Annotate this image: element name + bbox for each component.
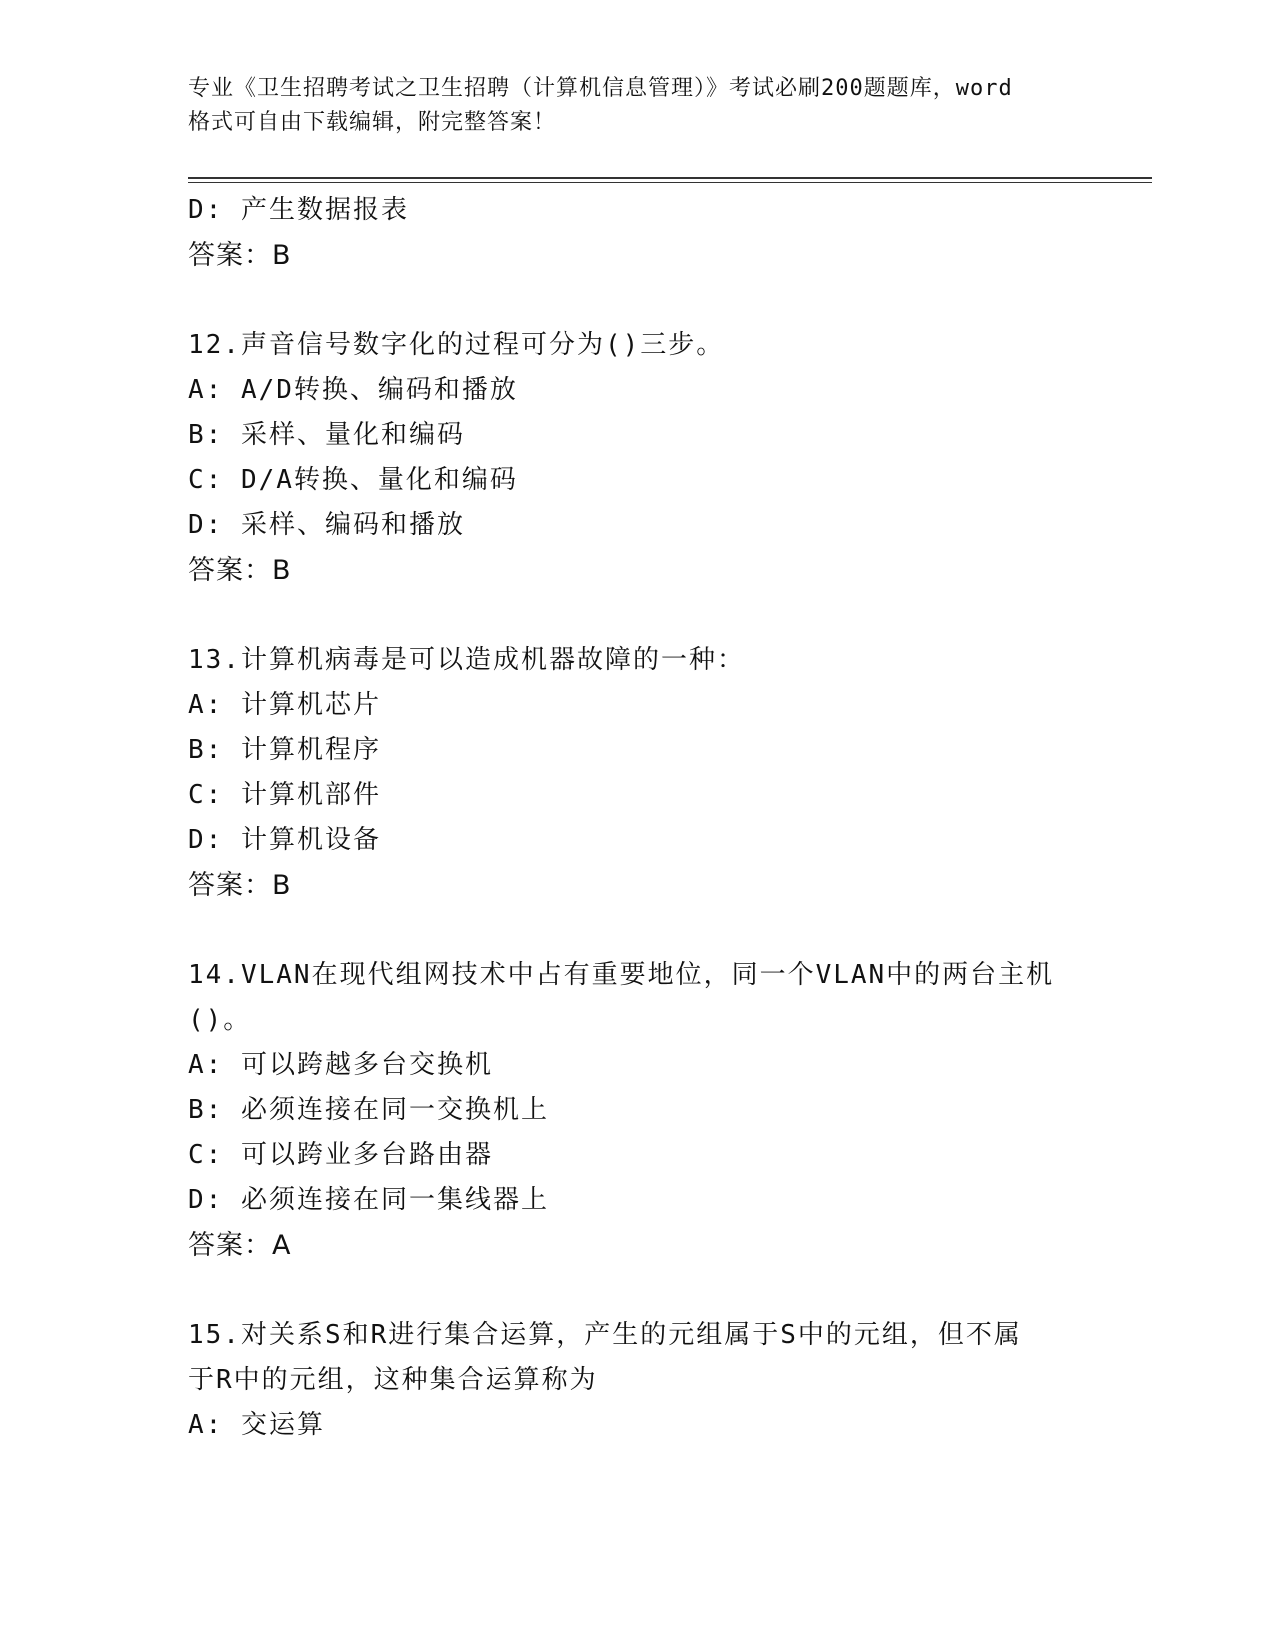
- option-d: D: 必须连接在同一集线器上: [188, 1185, 549, 1215]
- question-stem-continued: 于R中的元组，这种集合运算称为: [188, 1365, 598, 1395]
- option-a: A: 交运算: [188, 1410, 325, 1440]
- answer: 答案：A: [188, 1230, 292, 1261]
- spacer: [188, 278, 1088, 323]
- option-a: A: A/D转换、编码和播放: [188, 375, 518, 405]
- question-13: [188, 638, 1088, 908]
- page-header: [188, 72, 1108, 140]
- question-stem: 14.VLAN在现代组网技术中占有重要地位，同一个VLAN中的两台主机: [188, 960, 1055, 990]
- answer: 答案：B: [188, 555, 292, 586]
- header-divider: [188, 177, 1152, 179]
- content: [188, 188, 1088, 1448]
- spacer: [188, 908, 1088, 953]
- option-c: C: D/A转换、量化和编码: [188, 465, 518, 495]
- header-line-1: 专业《卫生招聘考试之卫生招聘（计算机信息管理）》考试必刷200题题库，word: [188, 76, 1013, 101]
- question-12: [188, 323, 1088, 593]
- header-line-2: 格式可自由下载编辑，附完整答案！: [188, 110, 557, 135]
- option-b: B: 必须连接在同一交换机上: [188, 1095, 549, 1125]
- answer: 答案：B: [188, 870, 292, 901]
- spacer: [188, 593, 1088, 638]
- option-c: C: 计算机部件: [188, 780, 381, 810]
- question-stem: 13.计算机病毒是可以造成机器故障的一种：: [188, 645, 745, 675]
- option-a: A: 计算机芯片: [188, 690, 381, 720]
- prev-option-d: D: 产生数据报表: [188, 195, 409, 225]
- option-d: D: 采样、编码和播放: [188, 510, 465, 540]
- header-divider-thin: [188, 182, 1152, 183]
- question-stem: 15.对关系S和R进行集合运算，产生的元组属于S中的元组，但不属: [188, 1320, 1022, 1350]
- option-b: B: 采样、量化和编码: [188, 420, 465, 450]
- option-c: C: 可以跨业多台路由器: [188, 1140, 493, 1170]
- option-a: A: 可以跨越多台交换机: [188, 1050, 493, 1080]
- prev-answer: 答案：B: [188, 240, 292, 271]
- option-d: D: 计算机设备: [188, 825, 381, 855]
- spacer: [188, 1268, 1088, 1313]
- question-14: [188, 953, 1088, 1268]
- question-15: [188, 1313, 1088, 1448]
- option-b: B: 计算机程序: [188, 735, 381, 765]
- question-stem-continued: ()。: [188, 1005, 252, 1035]
- question-stem: 12.声音信号数字化的过程可分为()三步。: [188, 330, 725, 360]
